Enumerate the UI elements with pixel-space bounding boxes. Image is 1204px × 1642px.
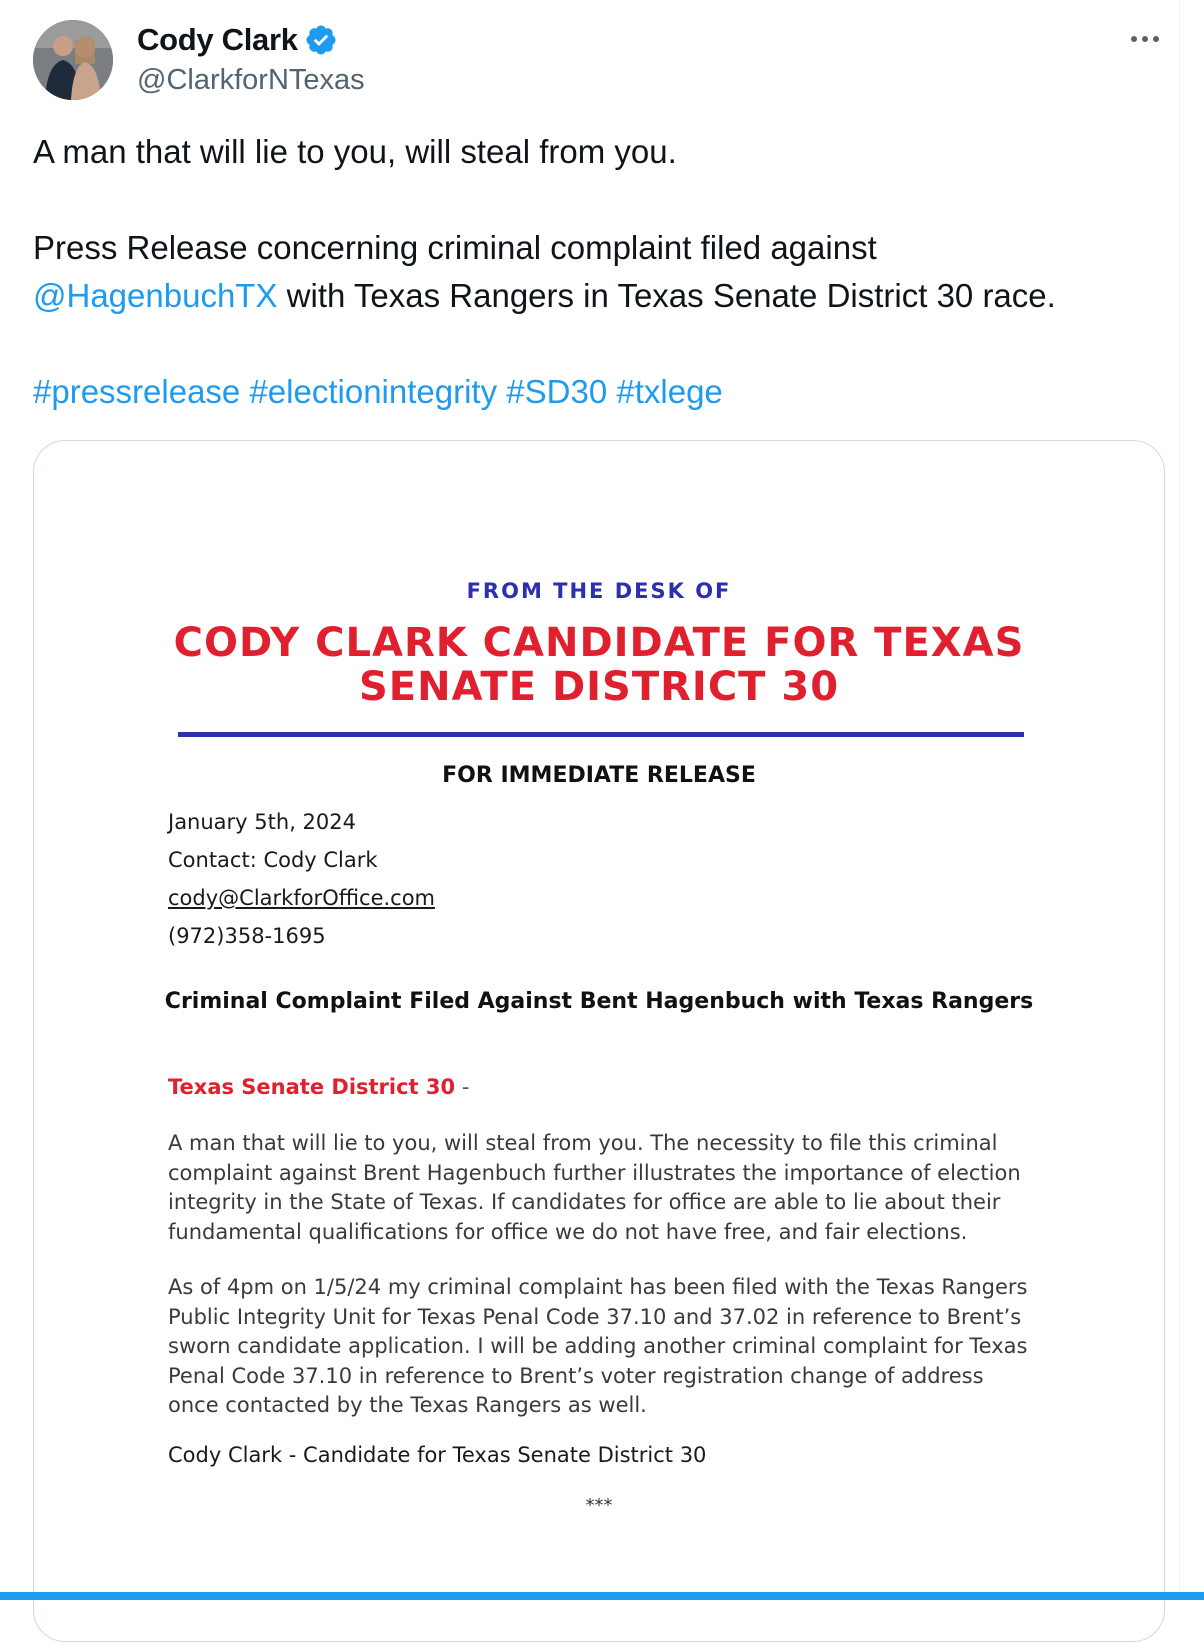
body-paragraph-1: A man that will lie to you, will steal from you. The necessity to file this criminal complaint against Brent Hagenbuch further illustrates the importance of election integrity in the State of Texas. If candidates for office are able to lie about their fundamental qualifications for office we do not have free, and fair elections. [168,1131,1021,1244]
body-paragraph-2: As of 4pm on 1/5/24 my criminal complaint has been filed with the Texas Rangers Public Integrity Unit for Texas Penal Code 37.10 and 37.02 in reference to Brent’s sworn candidate application. I will be adding another criminal complaint for Texas Penal Code 37.10 in reference to Brent’s voter registration change of address once contacted by the Texas Rangers as well. [168,1275,1028,1417]
tweet-text [33,128,1163,416]
media-image[interactable] [33,440,1165,1642]
desk-label: FROM THE DESK OF [466,579,732,603]
dateline [168,1075,469,1099]
tweet-header [33,20,1173,100]
tweet-line-2: Press Release concerning criminal complaint filed against [33,229,877,266]
author-handle[interactable]: @ClarkforNTexas [137,64,365,96]
hashtag-link[interactable]: #txlege [616,373,723,410]
signature: Cody Clark - Candidate for Texas Senate District 30 [168,1443,707,1467]
release-label: FOR IMMEDIATE RELEASE [442,763,756,788]
contact-email: cody@ClarkforOffice.com [168,886,436,910]
author-name-row[interactable] [137,22,338,58]
hashtag-link[interactable]: #electionintegrity [249,373,498,410]
title-line-2: SENATE DISTRICT 30 [358,664,840,710]
bottom-accent-bar [0,1592,1204,1600]
tweet-line-3 [33,272,1163,320]
hashtag-row [33,368,1163,416]
press-release-headline: Criminal Complaint Filed Against Bent Hagenbuch with Texas Rangers [164,989,1034,1014]
verified-badge-icon [304,23,338,57]
contact-phone: (972)358-1695 [168,924,326,948]
end-marker: *** [585,1495,613,1516]
mention-link[interactable]: @HagenbuchTX [33,277,278,314]
release-date: January 5th, 2024 [168,810,356,834]
tweet-line-3-text: with Texas Rangers in Texas Senate District 30 race. [277,277,1056,314]
tweet-line-1: A man that will lie to you, will steal from you. [33,133,677,170]
contact-name: Contact: Cody Clark [168,848,378,872]
avatar[interactable] [33,20,113,100]
dateline-dash: - [455,1075,470,1099]
contact-block [168,803,435,955]
district-label: Texas Senate District 30 [168,1075,456,1099]
hashtag-link[interactable]: #SD30 [506,373,608,410]
author-name[interactable]: Cody Clark [137,22,298,57]
hashtag-link[interactable]: #pressrelease [33,373,241,410]
title-divider [178,732,1024,737]
timeline-border [1179,0,1180,1592]
more-icon[interactable] [1125,24,1165,54]
title-line-1: CODY CLARK CANDIDATE FOR TEXAS [173,620,1025,666]
press-release-document [34,441,1164,1641]
press-release-title [34,621,1164,709]
